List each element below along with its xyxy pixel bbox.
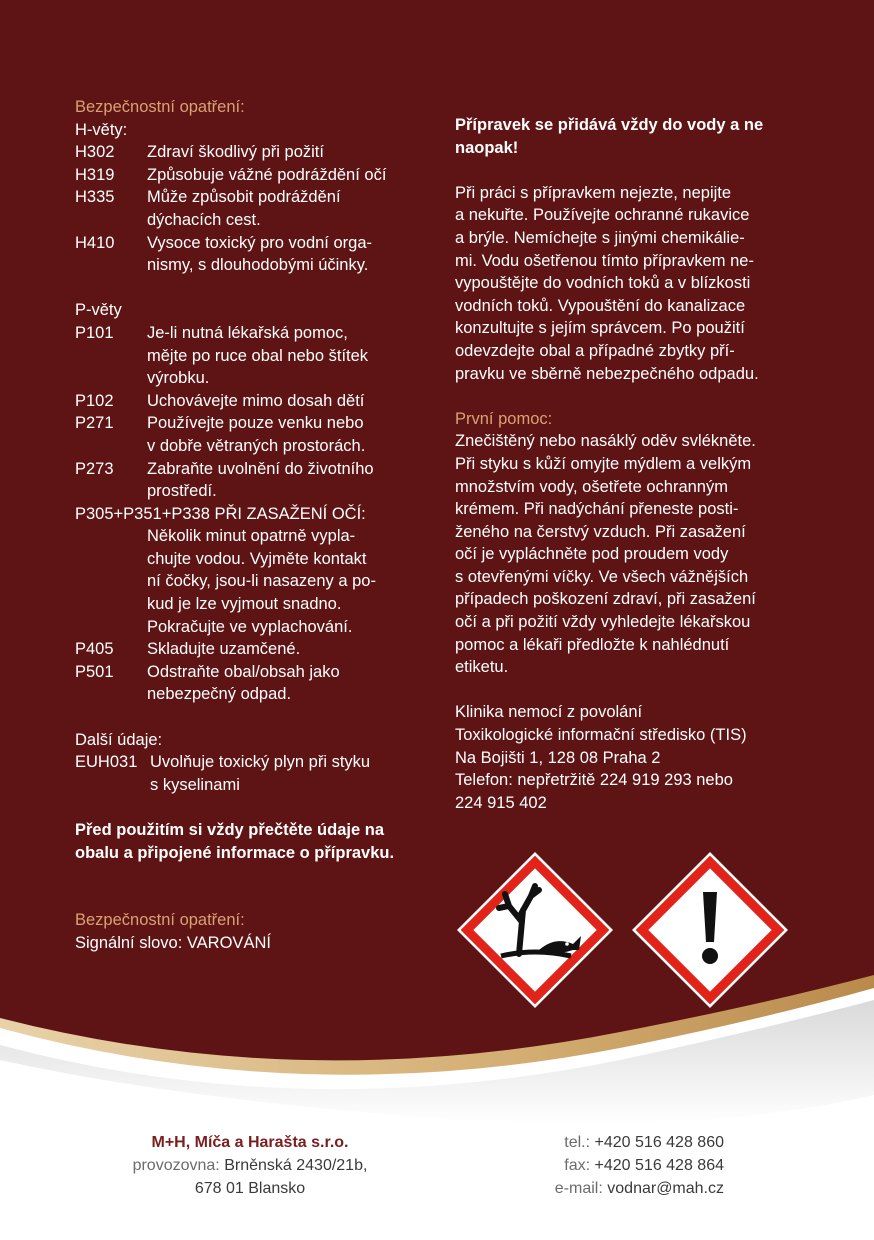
fax-value: +420 516 428 864 xyxy=(594,1157,724,1174)
statement-code: P271 xyxy=(75,414,114,433)
text-line: chujte vodou. Vyjměte kontakt xyxy=(147,549,367,568)
statement-text xyxy=(147,390,435,413)
text-line: Uvolňuje toxický plyn při styku xyxy=(150,753,371,772)
text-line: Uchovávejte mimo dosah dětí xyxy=(147,391,365,410)
statement-code: P273 xyxy=(75,459,114,478)
p305-text xyxy=(75,525,435,638)
text-line: Telefon: nepřetržitě 224 919 293 nebo xyxy=(455,771,733,790)
fax-line xyxy=(555,1154,724,1177)
text-line: s kyselinami xyxy=(150,775,240,794)
company-name: M+H, Míča a Harašta s.r.o. xyxy=(151,1134,349,1151)
statement-text xyxy=(147,458,435,503)
statement-row xyxy=(75,164,435,187)
text-line: v dobře větraných prostorách. xyxy=(147,436,366,455)
statement-code: H319 xyxy=(75,165,115,184)
right-column xyxy=(455,114,805,814)
first-aid-heading: První pomoc: xyxy=(455,409,553,428)
exclamation-mark-pictogram xyxy=(632,852,788,1008)
signal-word: Signální slovo: VAROVÁNÍ xyxy=(75,933,271,952)
address-label: provozovna: xyxy=(132,1157,220,1174)
tel-line xyxy=(555,1131,724,1154)
text-line: a brýle. Nemíchejte s jinými chemikálie- xyxy=(455,228,745,247)
statement-row xyxy=(75,322,435,390)
text-line: případech poškození zdraví, při zasažení xyxy=(455,590,756,609)
environment-hazard-pictogram xyxy=(457,852,613,1008)
text-line: Před použitím si vždy přečtěte údaje na xyxy=(75,821,384,839)
statement-row xyxy=(75,390,435,413)
text-line: krémem. Při nadýchání přeneste posti- xyxy=(455,500,739,519)
first-aid-text xyxy=(455,430,805,679)
statement-text xyxy=(147,661,435,706)
address-city: 678 01 Blansko xyxy=(194,1180,306,1197)
text-line: Přípravek se přidává vždy do vody a ne xyxy=(455,116,764,134)
text-line: prostředí. xyxy=(147,482,217,501)
text-line: nismy, s dlouhodobými účinky. xyxy=(147,256,369,275)
statement-row xyxy=(75,661,435,706)
statement-code: H302 xyxy=(75,143,115,162)
p-label: P-věty xyxy=(75,301,122,320)
text-line: a nekuřte. Používejte ochranné rukavice xyxy=(455,206,750,225)
p305-header: P305+P351+P338 PŘI ZASAŽENÍ OČÍ: xyxy=(75,504,366,523)
other-info-label: Další údaje: xyxy=(75,730,163,749)
statement-text xyxy=(147,638,435,661)
hazard-pictograms xyxy=(455,850,874,1010)
tel-value[interactable]: +420 516 428 860 xyxy=(594,1134,724,1151)
text-line: vypouštějte do vodních toků a v blízkosti xyxy=(455,274,751,293)
p-statements-list xyxy=(75,322,435,503)
left-column xyxy=(75,96,435,955)
text-line: Zdraví škodlivý při požití xyxy=(147,143,324,162)
text-line: kud je lze vyjmout snadno. xyxy=(147,595,342,614)
text-line: etiketu. xyxy=(455,658,509,677)
text-line: dýchacích cest. xyxy=(147,210,261,229)
text-line: konzultujte s jejím správcem. Po použití xyxy=(455,319,745,338)
tel-label: tel.: xyxy=(564,1134,591,1151)
text-line: Způsobuje vážné podráždění očí xyxy=(147,165,387,184)
text-line: Používejte pouze venku nebo xyxy=(147,414,364,433)
text-line: Je-li nutná lékařská pomoc, xyxy=(147,323,348,342)
statement-code: P405 xyxy=(75,640,114,659)
statement-row xyxy=(75,141,435,164)
statement-row xyxy=(75,412,435,457)
fax-label: fax: xyxy=(564,1157,591,1174)
text-line: Při práci s přípravkem nejezte, nepijte xyxy=(455,183,732,202)
text-line: Na Bojišti 1, 128 08 Praha 2 xyxy=(455,748,661,767)
text-line: pravku ve sběrně nebezpečného odpadu. xyxy=(455,364,759,383)
footer-company-block xyxy=(100,1131,400,1200)
text-line: 224 915 402 xyxy=(455,793,547,812)
text-line: výrobku. xyxy=(147,369,210,388)
text-line: Pokračujte ve vyplachování. xyxy=(147,617,353,636)
text-line: Skladujte uzamčené. xyxy=(147,640,301,659)
statement-text xyxy=(147,164,435,187)
toxicology-contact xyxy=(455,701,805,814)
statement-row xyxy=(75,458,435,503)
statement-text xyxy=(147,141,435,164)
statement-code: P501 xyxy=(75,662,114,681)
statement-row xyxy=(75,186,435,231)
euh-text xyxy=(150,751,435,796)
signal-heading: Bezpečnostní opatření: xyxy=(75,911,245,930)
statement-code: P102 xyxy=(75,391,114,410)
read-label-notice xyxy=(75,819,435,864)
text-line: odevzdejte obal a případné zbytky pří- xyxy=(455,341,735,360)
email-value[interactable]: vodnar@mah.cz xyxy=(607,1180,724,1197)
text-line: očí je vypláchněte pod proudem vody xyxy=(455,545,729,564)
text-line: Zabraňte uvolnění do životního xyxy=(147,459,374,478)
text-line: Může způsobit podráždění xyxy=(147,188,341,207)
text-line: Při styku s kůží omyjte mýdlem a velkým xyxy=(455,454,752,473)
statement-code: P101 xyxy=(75,323,114,342)
text-line: Klinika nemocí z povolání xyxy=(455,703,643,722)
statement-row xyxy=(75,638,435,661)
handling-instructions xyxy=(455,182,805,385)
h-statements-list xyxy=(75,141,435,277)
company-address xyxy=(100,1154,400,1177)
text-line: ženého na čerstvý vzduch. Při zasažení xyxy=(455,522,746,541)
text-line: s otevřenými víčky. Ve všech vážnějších xyxy=(455,567,749,586)
footer-contact-block xyxy=(555,1131,724,1200)
email-label: e-mail: xyxy=(554,1180,603,1197)
water-warning xyxy=(455,114,805,159)
text-line: naopak! xyxy=(455,138,519,157)
euh-code: EUH031 xyxy=(75,753,138,772)
h-section-heading: Bezpečnostní opatření: xyxy=(75,98,245,116)
text-line: očí a při požití vždy vyhledejte lékařskou xyxy=(455,613,751,632)
text-line: množstvím vody, ošetřete ochranným xyxy=(455,477,728,496)
statement-text xyxy=(147,322,435,390)
statement-row xyxy=(75,232,435,277)
text-line: mějte po ruce obal nebo štítek xyxy=(147,346,369,365)
statement-code: H410 xyxy=(75,233,115,252)
statement-text xyxy=(147,186,435,231)
statement-code: H335 xyxy=(75,188,115,207)
statement-text xyxy=(147,412,435,457)
text-line: vodních toků. Vypouštění do kanalizace xyxy=(455,296,746,315)
email-line xyxy=(555,1177,724,1200)
text-line: obalu a připojené informace o přípravku. xyxy=(75,843,395,862)
text-line: Znečištěný nebo nasáklý oděv svlékněte. xyxy=(455,432,756,451)
text-line: pomoc a lékaři předložte k nahlédnutí xyxy=(455,635,730,654)
h-label: H-věty: xyxy=(75,120,128,139)
p-statements-list-2 xyxy=(75,638,435,706)
text-line: Toxikologické informační středisko (TIS) xyxy=(455,726,747,745)
text-line: Odstraňte obal/obsah jako xyxy=(147,662,340,681)
text-line: ní čočky, jsou-li nasazeny a po- xyxy=(147,572,376,591)
statement-text xyxy=(147,232,435,277)
address-street: Brněnská 2430/21b, xyxy=(224,1157,368,1174)
text-line: Několik minut opatrně vypla- xyxy=(147,527,356,546)
text-line: Vysoce toxický pro vodní orga- xyxy=(147,233,372,252)
text-line: nebezpečný odpad. xyxy=(147,685,292,704)
text-line: mi. Vodu ošetřenou tímto přípravkem ne- xyxy=(455,251,754,270)
euh-statement xyxy=(75,751,435,796)
